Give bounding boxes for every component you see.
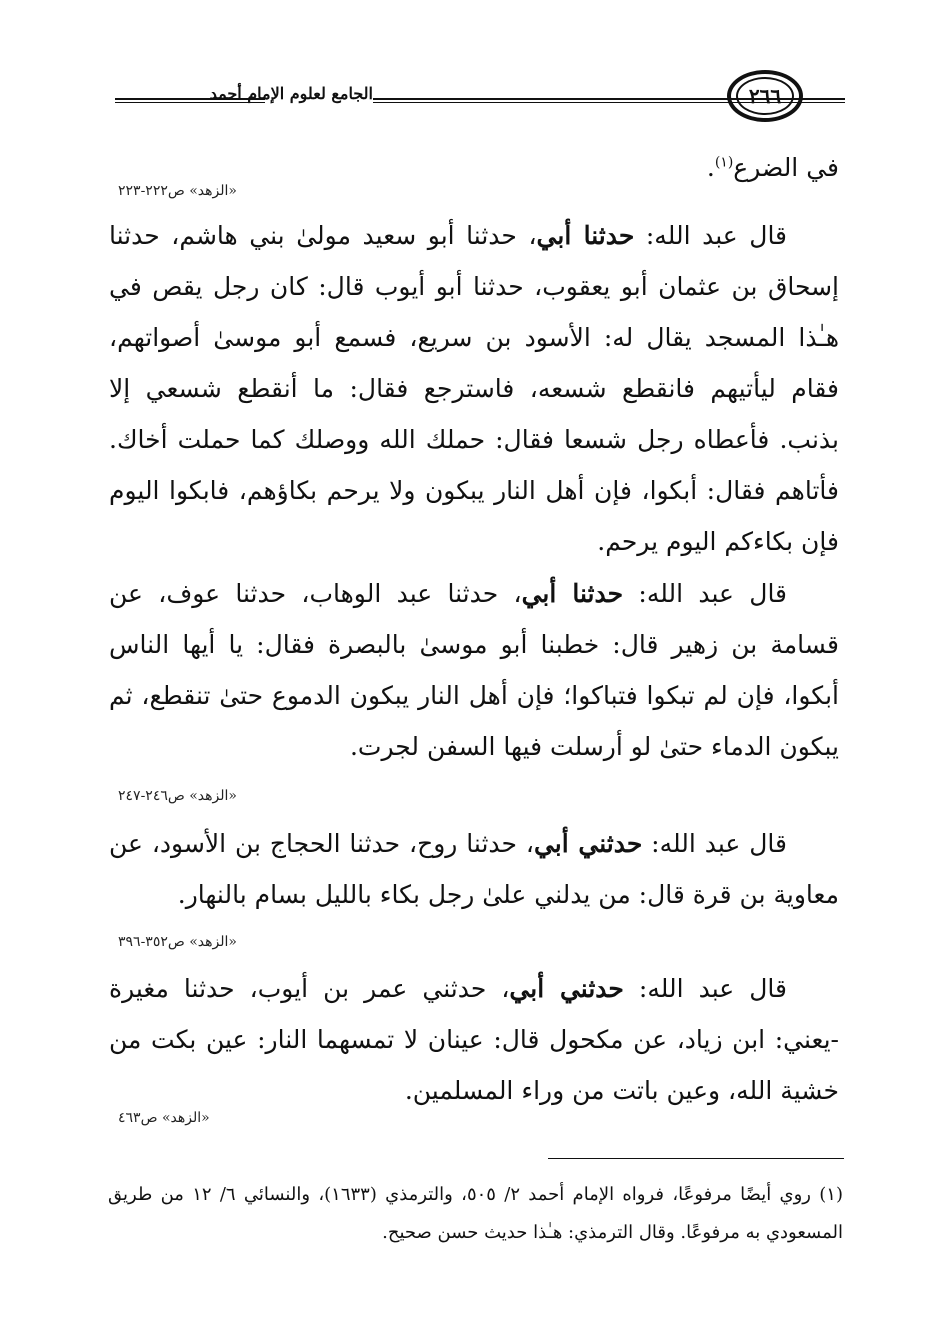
narrator-bold: حدثنا أبي bbox=[536, 221, 635, 250]
paragraph-body: ، حدثني عمر بن أيوب، حدثنا مغيرة -يعني: ابن زياد، عن مكحول قال: عينان لا تمسهما النار: عين بكت من خشية الله، وعين باتت من وراء المسلمين. bbox=[109, 974, 839, 1105]
running-title: الجامع لعلوم الإمام أحمد bbox=[209, 84, 373, 103]
footnote-1: (١) روي أيضًا مرفوعًا، فرواه الإمام أحمد ٢/ ٥٠٥، والترمذي (١٦٣٣)، والنسائي ٦/ ١٢ من طريق المسعودي به مرفوعًا. وقال الترمذي: هـٰذا حديث حسن صحيح. bbox=[108, 1184, 843, 1243]
reference-zuhd-2: «الزهد» ص٢٤٦-٢٤٧ bbox=[118, 788, 237, 804]
reference-zuhd-1: «الزهد» ص٢٢٢-٢٢٣ bbox=[118, 183, 237, 199]
paragraph-intro: قال عبد الله: bbox=[634, 221, 788, 250]
footnote-marker[interactable]: (١) bbox=[714, 154, 734, 171]
narrator-bold: حدثنا أبي bbox=[521, 579, 624, 608]
paragraph-body: ، حدثنا روح، حدثنا الحجاج بن الأسود، عن معاوية بن قرة قال: من يدلني علىٰ رجل بكاء بالليل بسام بالنهار. bbox=[109, 829, 839, 909]
page-number: ٢٦٦ bbox=[736, 77, 794, 115]
page-number-badge bbox=[727, 70, 803, 122]
reference-zuhd-4: «الزهد» ص٤٦٣ bbox=[118, 1110, 210, 1126]
footnotes bbox=[108, 1176, 843, 1252]
opening-end: . bbox=[706, 153, 715, 182]
paragraph-1 bbox=[109, 210, 839, 567]
footnote-separator bbox=[548, 1158, 844, 1159]
paragraph-intro: قال عبد الله: bbox=[623, 579, 788, 608]
narrator-bold: حدثني أبي bbox=[509, 974, 624, 1003]
page-header bbox=[105, 70, 845, 126]
reference-zuhd-3: «الزهد» ص٣٥٢-٣٩٦ bbox=[118, 934, 237, 950]
paragraph-intro: قال عبد الله: bbox=[623, 974, 787, 1003]
narrator-bold: حدثني أبي bbox=[533, 829, 643, 858]
paragraph-3 bbox=[109, 818, 839, 920]
paragraph-2 bbox=[109, 568, 839, 772]
header-rule-right bbox=[805, 98, 845, 103]
paragraph-body: ، حدثنا عبد الوهاب، حدثنا عوف، عن قسامة بن زهير قال: خطبنا أبو موسىٰ بالبصرة فقال: يا أيها الناس أبكوا، فإن لم تبكوا فتباكوا؛ فإن أهل النار يبكون الدموع حتىٰ تنقطع، ثم يبكون الدماء حتىٰ لو أرسلت فيها السفن لجرت. bbox=[109, 579, 839, 761]
paragraph-intro: قال عبد الله: bbox=[642, 829, 787, 858]
opening-text: في الضرع bbox=[733, 153, 839, 182]
paragraph-body: ، حدثنا أبو سعيد مولىٰ بني هاشم، حدثنا إسحاق بن عثمان أبو يعقوب، حدثنا أبو أيوب قال: كان رجل يقص في هـٰذا المسجد يقال له: الأسود بن سريع، فسمع أبو موسىٰ أصواتهم، فقام ليأتيهم فانقطع شسعه، فاسترجع فقال: ما أنقطع شسعي إلا بذنب. فأعطاه رجل شسعا فقال: حملك الله ووصلك كما حملت أخاك. فأتاهم فقال: أبكوا، فإن أهل النار يبكون ولا يرحم بكاؤهم، فابكوا اليوم فإن بكاءكم اليوم يرحم. bbox=[109, 221, 839, 556]
paragraph-4 bbox=[109, 963, 839, 1116]
